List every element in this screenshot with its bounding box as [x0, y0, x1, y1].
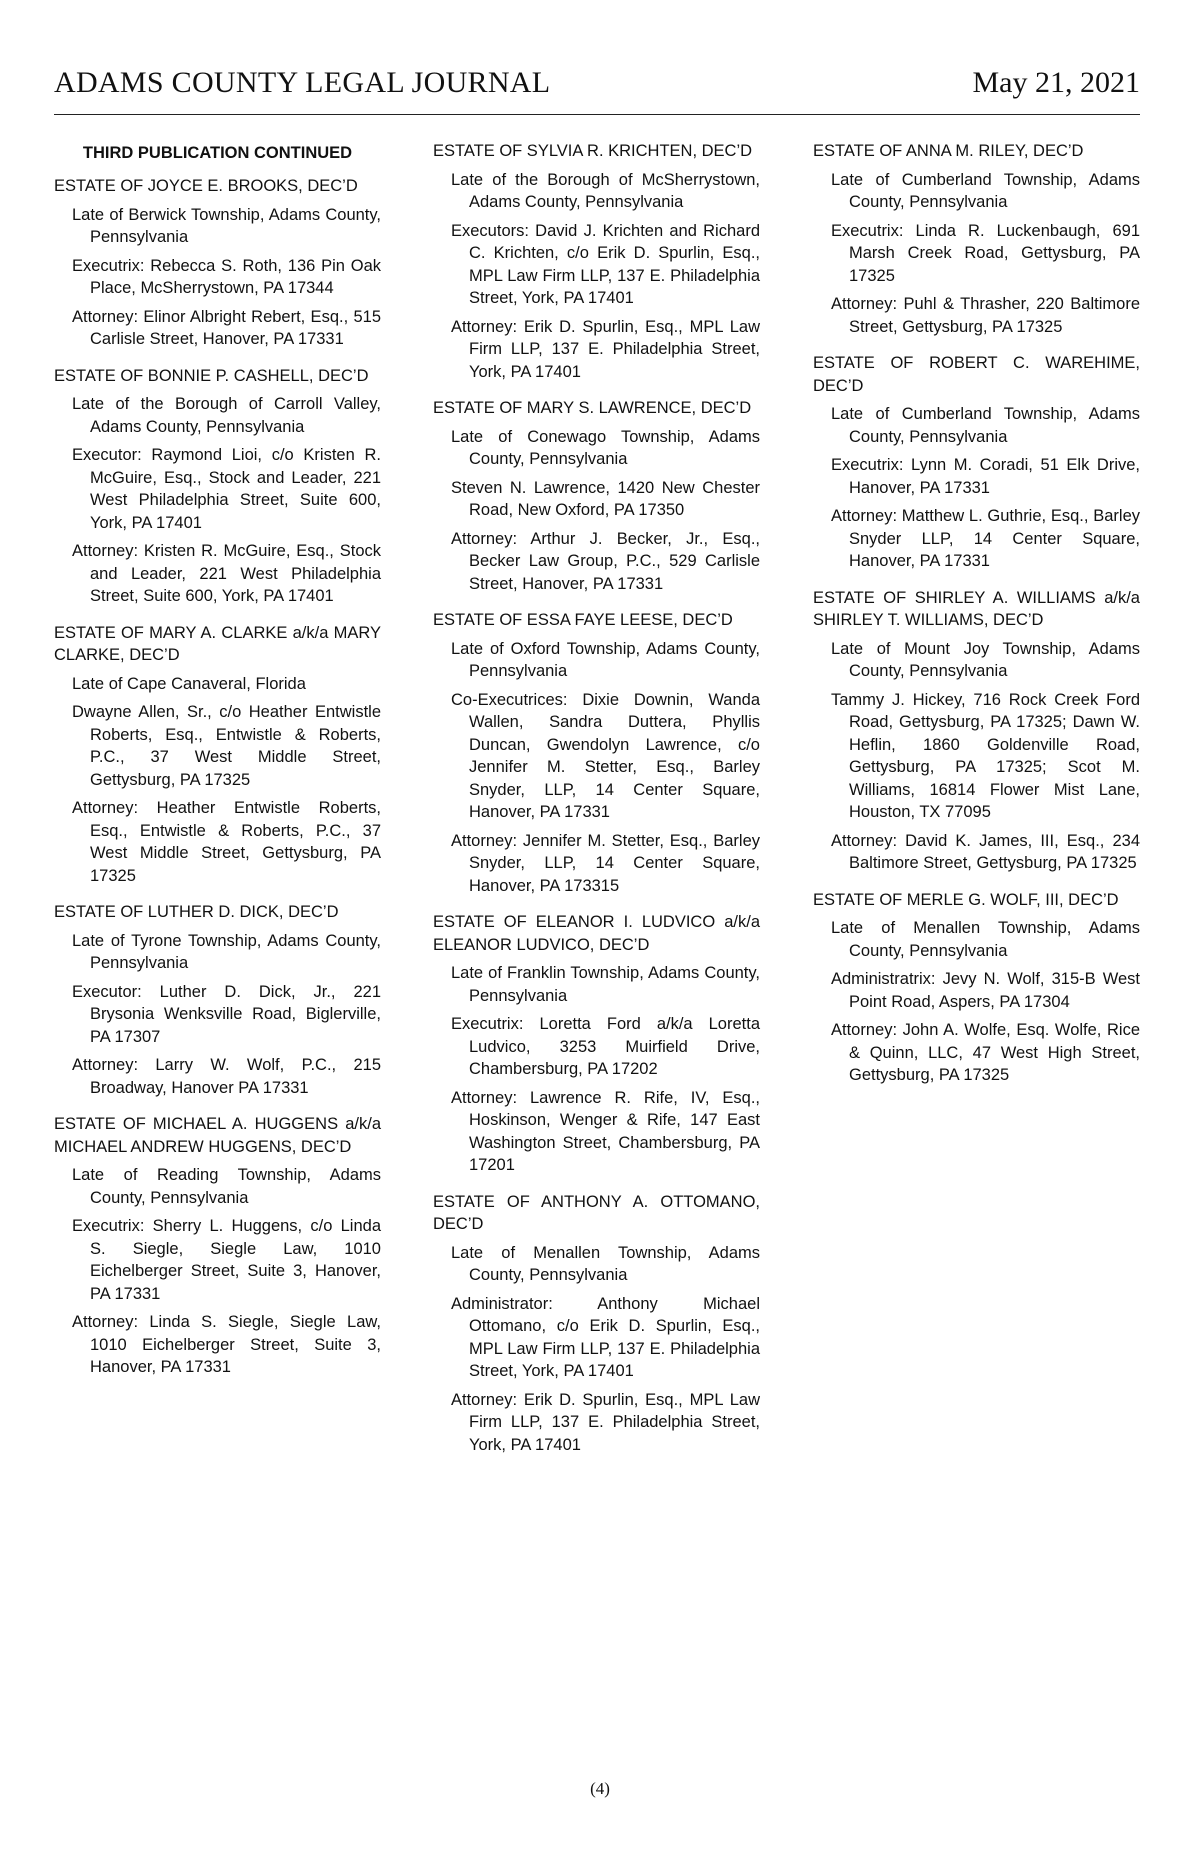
estate-notice [813, 352, 1140, 573]
estate-representative: Executrix: Lynn M. Coradi, 51 Elk Drive, Hanover, PA 17331 [831, 456, 1140, 497]
estate-title: ESTATE OF ESSA FAYE LEESE, DEC’D [433, 611, 733, 629]
estate-notice [54, 365, 381, 608]
column-2 [433, 140, 760, 1470]
estate-representative: Dwayne Allen, Sr., c/o Heather Entwistle Roberts, Esq., Entwistle & Roberts, P.C., 37 West Middle Street, Gettysburg, PA 17325 [72, 703, 381, 789]
estate-notice [813, 587, 1140, 875]
estate-notice [54, 901, 381, 1099]
estate-notice [813, 889, 1140, 1087]
estate-notice [813, 140, 1140, 338]
estate-attorney: Attorney: John A. Wolfe, Esq. Wolfe, Rice & Quinn, LLC, 47 West High Street, Gettysburg, PA 17325 [831, 1021, 1140, 1084]
estate-attorney: Attorney: Kristen R. McGuire, Esq., Stock and Leader, 221 West Philadelphia Street, Suite 600, York, PA 17401 [72, 542, 381, 605]
estate-notice [433, 609, 760, 897]
estate-title: ESTATE OF SYLVIA R. KRICHTEN, DEC’D [433, 142, 753, 160]
estate-residence: Late of Tyrone Township, Adams County, Pennsylvania [72, 931, 381, 972]
estate-title: ESTATE OF ELEANOR I. LUDVICO a/k/a ELEANOR LUDVICO, DEC’D [433, 913, 760, 954]
estate-representative: Co-Executrices: Dixie Downin, Wanda Wallen, Sandra Duttera, Phyllis Duncan, Gwendolyn Lawrence, c/o Jennifer M. Stetter, Esq., Barley Snyder, LLP, 14 Center Square, Hanover, PA 17331 [451, 690, 760, 821]
estate-residence: Late of Cape Canaveral, Florida [72, 674, 306, 693]
estate-residence: Late of Oxford Township, Adams County, Pennsylvania [451, 639, 760, 680]
estate-residence: Late of Menallen Township, Adams County, Pennsylvania [831, 919, 1140, 960]
issue-date: May 21, 2021 [972, 66, 1140, 99]
estate-attorney: Attorney: Erik D. Spurlin, Esq., MPL Law Firm LLP, 137 E. Philadelphia Street, York, PA 17401 [451, 1390, 760, 1454]
estate-title: ESTATE OF LUTHER D. DICK, DEC’D [54, 903, 339, 921]
journal-header [54, 66, 1140, 115]
estate-attorney: Attorney: Jennifer M. Stetter, Esq., Barley Snyder, LLP, 14 Center Square, Hanover, PA 173315 [451, 831, 760, 895]
estate-notice [54, 175, 381, 351]
estate-title: ESTATE OF ROBERT C. WAREHIME, DEC’D [813, 354, 1140, 395]
estate-representative: Executrix: Loretta Ford a/k/a Loretta Ludvico, 3253 Muirfield Drive, Chambersburg, PA 17202 [451, 1015, 760, 1078]
estate-representative: Steven N. Lawrence, 1420 New Chester Road, New Oxford, PA 17350 [451, 478, 760, 519]
estate-residence: Late of the Borough of McSherrystown, Adams County, Pennsylvania [451, 170, 760, 211]
estate-notice [433, 140, 760, 383]
estate-residence: Late of the Borough of Carroll Valley, Adams County, Pennsylvania [72, 395, 381, 436]
estate-attorney: Attorney: Puhl & Thrasher, 220 Baltimore Street, Gettysburg, PA 17325 [831, 295, 1140, 336]
estate-notice [433, 397, 760, 595]
estate-attorney: Attorney: Arthur J. Becker, Jr., Esq., Becker Law Group, P.C., 529 Carlisle Street, Hanover, PA 17331 [451, 529, 760, 593]
estate-title: ESTATE OF JOYCE E. BROOKS, DEC’D [54, 177, 358, 195]
estate-notice [433, 1191, 760, 1457]
page-number: (4) [590, 1779, 610, 1798]
estate-representative: Tammy J. Hickey, 716 Rock Creek Ford Road, Gettysburg, PA 17325; Dawn W. Heflin, 1860 Goldenville Road, Gettysburg, PA 17325; Scot M. Williams, 16814 Flower Mist Lane, Houston, TX 77095 [831, 690, 1140, 821]
journal-title: ADAMS COUNTY LEGAL JOURNAL [54, 66, 551, 99]
estate-title: ESTATE OF BONNIE P. CASHELL, DEC’D [54, 366, 369, 385]
column-3 [813, 140, 1140, 1101]
estate-representative: Executor: Raymond Lioi, c/o Kristen R. McGuire, Esq., Stock and Leader, 221 West Philadelphia Street, Suite 600, York, PA 17401 [72, 446, 381, 532]
estate-representative: Executor: Luther D. Dick, Jr., 221 Brysonia Wenksville Road, Biglerville, PA 17307 [72, 982, 381, 1046]
estate-title: ESTATE OF MERLE G. WOLF, III, DEC’D [813, 890, 1119, 909]
estate-title: ESTATE OF MARY S. LAWRENCE, DEC’D [433, 399, 752, 417]
estate-representative: Executrix: Sherry L. Huggens, c/o Linda S. Siegle, Siegle Law, 1010 Eichelberger Street, Suite 3, Hanover, PA 17331 [72, 1217, 381, 1303]
estate-notice [433, 911, 760, 1177]
estate-attorney: Attorney: Erik D. Spurlin, Esq., MPL Law Firm LLP, 137 E. Philadelphia Street, York, PA 17401 [451, 317, 760, 381]
estate-representative: Executrix: Rebecca S. Roth, 136 Pin Oak Place, McSherrystown, PA 17344 [72, 256, 381, 297]
estate-residence: Late of Berwick Township, Adams County, Pennsylvania [72, 205, 381, 246]
estate-title: ESTATE OF ANNA M. RILEY, DEC’D [813, 142, 1084, 160]
notice-columns [54, 140, 1140, 1760]
estate-residence: Late of Reading Township, Adams County, Pennsylvania [72, 1166, 381, 1207]
estate-residence: Late of Menallen Township, Adams County, Pennsylvania [451, 1243, 760, 1284]
estate-representative: Administratrix: Jevy N. Wolf, 315-B West Point Road, Aspers, PA 17304 [831, 970, 1140, 1011]
estate-residence: Late of Cumberland Township, Adams County, Pennsylvania [831, 170, 1140, 211]
estate-title: ESTATE OF ANTHONY A. OTTOMANO, DEC’D [433, 1192, 760, 1233]
estate-attorney: Attorney: Matthew L. Guthrie, Esq., Barley Snyder LLP, 14 Center Square, Hanover, PA 17331 [831, 507, 1140, 570]
estate-title: ESTATE OF MICHAEL A. HUGGENS a/k/a MICHAEL ANDREW HUGGENS, DEC’D [54, 1115, 381, 1156]
estate-attorney: Attorney: Lawrence R. Rife, IV, Esq., Hoskinson, Wenger & Rife, 147 East Washington Street, Chambersburg, PA 17201 [451, 1088, 760, 1174]
estate-representative: Executors: David J. Krichten and Richard C. Krichten, c/o Erik D. Spurlin, Esq., MPL Law Firm LLP, 137 E. Philadelphia Street, York, PA 17401 [451, 221, 760, 307]
estate-title: ESTATE OF MARY A. CLARKE a/k/a MARY CLARKE, DEC’D [54, 623, 381, 664]
estate-notice [54, 1113, 381, 1379]
column-1 [54, 140, 381, 1393]
estate-representative: Executrix: Linda R. Luckenbaugh, 691 Marsh Creek Road, Gettysburg, PA 17325 [831, 221, 1140, 285]
estate-representative: Administrator: Anthony Michael Ottomano, c/o Erik D. Spurlin, Esq., MPL Law Firm LLP, 137 E. Philadelphia Street, York, PA 17401 [451, 1294, 760, 1380]
estate-title: ESTATE OF SHIRLEY A. WILLIAMS a/k/a SHIRLEY T. WILLIAMS, DEC’D [813, 588, 1140, 629]
estate-residence: Late of Mount Joy Township, Adams County, Pennsylvania [831, 639, 1140, 680]
estate-residence: Late of Cumberland Township, Adams County, Pennsylvania [831, 405, 1140, 446]
estate-attorney: Attorney: Elinor Albright Rebert, Esq., 515 Carlisle Street, Hanover, PA 17331 [72, 307, 381, 348]
estate-residence: Late of Conewago Township, Adams County, Pennsylvania [451, 427, 760, 468]
estate-residence: Late of Franklin Township, Adams County, Pennsylvania [451, 964, 760, 1005]
estate-attorney: Attorney: David K. James, III, Esq., 234 Baltimore Street, Gettysburg, PA 17325 [831, 831, 1140, 872]
estate-attorney: Attorney: Larry W. Wolf, P.C., 215 Broadway, Hanover PA 17331 [72, 1056, 381, 1097]
estate-attorney: Attorney: Linda S. Siegle, Siegle Law, 1010 Eichelberger Street, Suite 3, Hanover, PA 17331 [72, 1313, 381, 1376]
estate-attorney: Attorney: Heather Entwistle Roberts, Esq., Entwistle & Roberts, P.C., 37 West Middle Street, Gettysburg, PA 17325 [72, 799, 381, 885]
section-heading: THIRD PUBLICATION CONTINUED [82, 144, 353, 162]
estate-notice [54, 622, 381, 888]
